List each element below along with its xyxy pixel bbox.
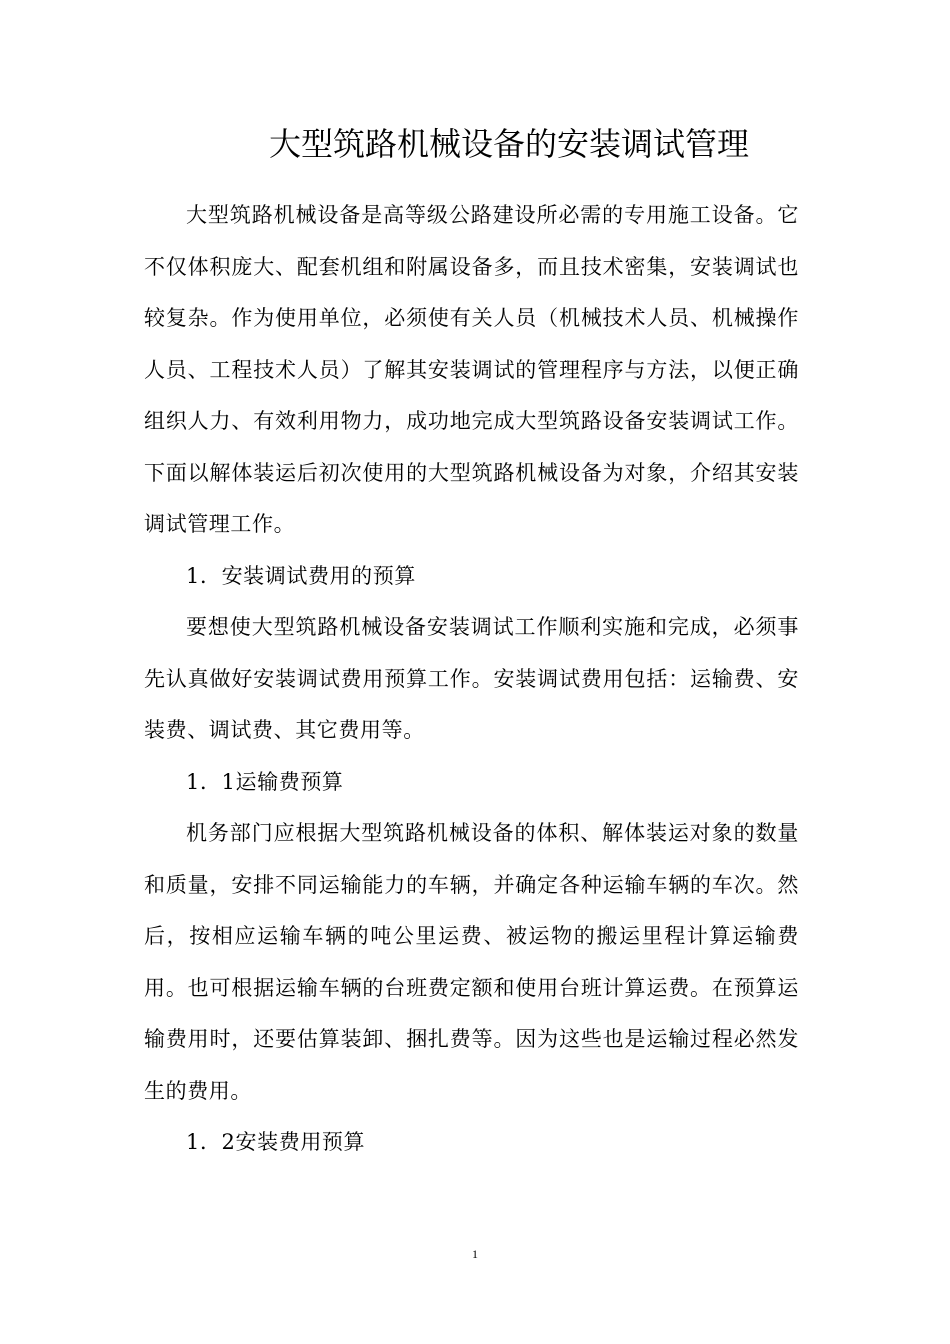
document-title: 大型筑路机械设备的安装调试管理: [268, 125, 749, 163]
section-title-1-1: 运输费预算: [235, 769, 344, 794]
section-paragraph-1-1: 机务部门应根据大型筑路机械设备的体积、解体装运对象的数量和质量，安排不同运输能力的车辆，并确定各种运输车辆的车次。然后，按相应运输车辆的吨公里运费、被运物的搬运里程计算运输费用。也可根据运输车辆的台班费定额和使用台班计算运费。在预算运输费用时，还要估算装卸、捆扎费等。因为这些也是运输过程必然发生的费用。: [144, 821, 799, 1103]
section-title-1-2: 安装费用预算: [235, 1130, 366, 1154]
document-body: [144, 190, 799, 1169]
section-heading-1: [144, 551, 799, 603]
page-number: 1: [472, 1247, 478, 1261]
section-number-1-2: 1．2: [186, 1130, 236, 1154]
intro-paragraph: 大型筑路机械设备是高等级公路建设所必需的专用施工设备。它不仅体积庞大、配套机组和附属设备多，而且技术密集，安装调试也较复杂。作为使用单位，必须使有关人员（机械技术人员、机械操作人员、工程技术人员）了解其安装调试的管理程序与方法，以便正确组织人力、有效利用物力，成功地完成大型筑路设备安装调试工作。下面以解体装运后初次使用的大型筑路机械设备为对象，介绍其安装调试管理工作。: [144, 203, 799, 536]
section-heading-1-2: [144, 1117, 799, 1169]
section-paragraph-1: 要想使大型筑路机械设备安装调试工作顺利实施和完成，必须事先认真做好安装调试费用预算工作。安装调试费用包括：运输费、安装费、调试费、其它费用等。: [144, 615, 799, 742]
section-title-1: 安装调试费用的预算: [221, 563, 416, 588]
section-number-1: 1．: [186, 563, 222, 588]
section-number-1-1: 1．1: [186, 769, 236, 794]
section-heading-1-1: [144, 757, 799, 809]
